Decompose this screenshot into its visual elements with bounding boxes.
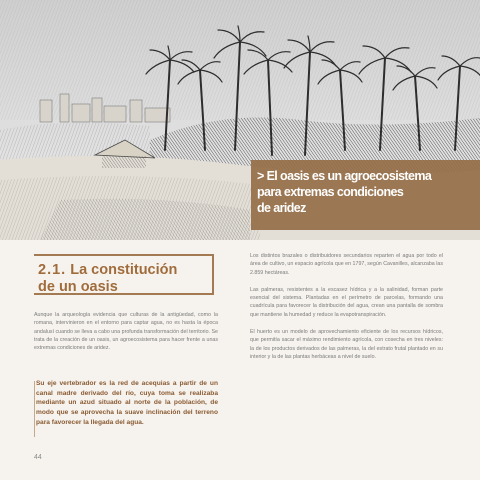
right-column — [250, 252, 443, 370]
callout-line: para extremas condiciones — [257, 185, 404, 199]
body-paragraph: Las palmeras, resistentes a la escasez hídrica y a la salinidad, forman parte esencial del sistema. Plantadas en el perímetro de parcelas, formando una cuadrícula para favorecer la distribución del agua, crean una pantalla de sombra que mantiene la humedad y reduce la evapotranspiración. — [250, 286, 443, 318]
section-number: 2.1. — [38, 262, 67, 278]
section-heading — [38, 262, 208, 296]
highlight-quote: Su eje vertebrador es la red de acequias a partir de un canal madre derivado del río, cuya toma se realizaba mediante un azud situado al norte de la población, de modo que se aprovecha la suave inclinación del terreno para favorecer la llegada del agua. — [36, 380, 218, 426]
callout-line: > El oasis es un agroecosistema — [257, 169, 432, 183]
body-paragraph: El huerto es un modelo de aprovechamiento eficiente de los recursos hídricos, que permitía sacar el máximo rendimiento agrícola, con cosecha en tres niveles: la de los productos derivados de las palmeras, la del estrato frutal plantado en su interior y la de las plantas herbáceas a nivel de suelo. — [250, 329, 443, 360]
section-title-part1: La constitución — [70, 262, 178, 278]
section-title-part2: de un oasis — [38, 279, 118, 295]
quote-rule — [34, 381, 35, 437]
callout-line: de aridez — [257, 201, 306, 215]
page-number: 44 — [34, 454, 42, 461]
intro-paragraph: Aunque la arqueología evidencia que culturas de la antigüedad, como la romana, intervinieron en el entorno para captar agua, no es hasta la época andalusí cuando se lleva a cabo una profunda transformación del territorio. Se trata de la creación de un oasis, un agroecosistema para hacer frente a unas extremas condiciones de aridez. — [34, 312, 218, 352]
body-paragraph: Los distintos brazales o distribuidores secundarios reparten el agua por todo el área de cultivo, un espacio agrícola que en 1797, según Cavanilles, alcanzaba las 2.859 hectáreas. — [250, 253, 443, 276]
callout-box — [251, 160, 480, 230]
